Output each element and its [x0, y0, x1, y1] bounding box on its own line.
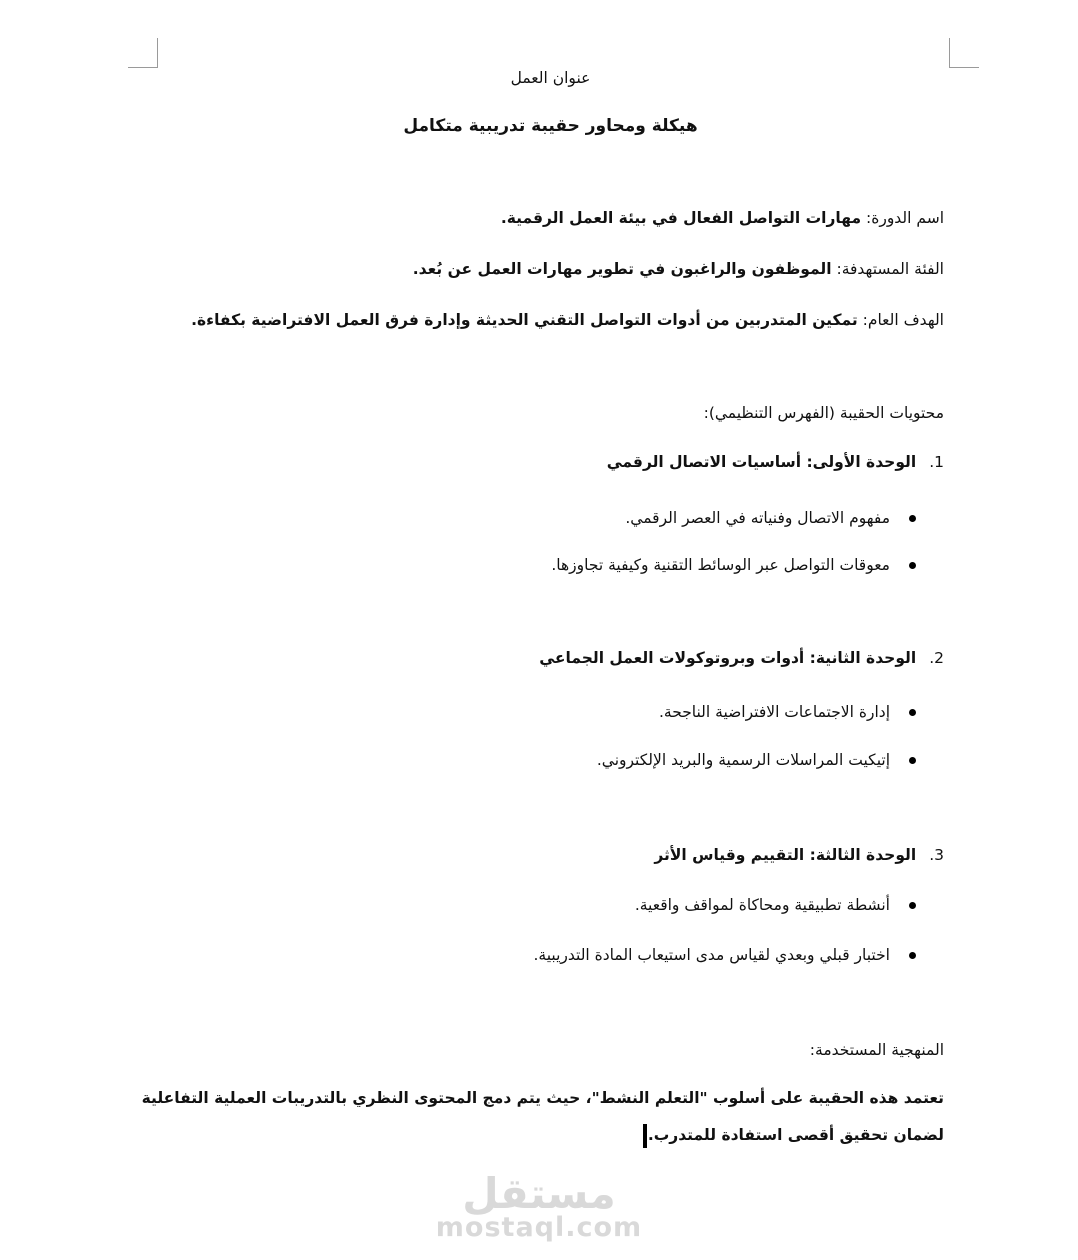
general-goal-line[interactable]	[157, 306, 944, 334]
text-cursor-caret	[643, 1124, 647, 1148]
list-item[interactable]	[129, 551, 944, 579]
list-item[interactable]	[129, 891, 944, 919]
methodology-paragraph-line-1[interactable]: تعتمد هذه الحقيبة على أسلوب "التعلم النشط"، حيث يتم دمج المحتوى النظري بالتدريبات العملية التفاعلية	[141, 1089, 944, 1107]
text-boundary-mark-top-right	[949, 38, 979, 68]
unit-3-heading[interactable]	[157, 841, 944, 869]
contents-heading[interactable]: محتويات الحقيبة (الفهرس التنظيمي):	[703, 404, 944, 422]
unit-2-heading[interactable]	[157, 644, 944, 672]
unit-2-bullet-2: إتيكيت المراسلات الرسمية والبريد الإلكتروني.	[596, 751, 890, 769]
bullet-icon	[909, 952, 916, 959]
unit-1-number: 1.	[929, 453, 944, 471]
list-item[interactable]	[129, 504, 944, 532]
unit-1-bullet-2: معوقات التواصل عبر الوسائط التقنية وكيفية تجاوزها.	[551, 556, 890, 574]
target-audience-value: الموظفون والراغبون في تطوير مهارات العمل عن بُعد.	[412, 260, 832, 278]
bullet-icon	[909, 562, 916, 569]
unit-1-bullet-1: مفهوم الاتصال وفنياته في العصر الرقمي.	[625, 509, 890, 527]
work-title-label[interactable]: عنوان العمل	[510, 69, 591, 87]
methodology-line-2-text: لضمان تحقيق أقصى استفادة للمتدرب.	[647, 1126, 944, 1144]
unit-1-heading[interactable]	[157, 448, 944, 476]
mostaql-watermark-domain: mostaql.com	[435, 1212, 643, 1243]
course-name-label: اسم الدورة:	[865, 209, 944, 227]
methodology-heading[interactable]: المنهجية المستخدمة:	[809, 1041, 944, 1059]
unit-1-title: الوحدة الأولى: أساسيات الاتصال الرقمي	[606, 453, 917, 471]
course-name-value: مهارات التواصل الفعال في بيئة العمل الرقمية.	[500, 209, 862, 227]
unit-3-bullet-2: اختبار قبلي وبعدي لقياس مدى استيعاب المادة التدريبية.	[533, 946, 890, 964]
target-audience-label: الفئة المستهدفة:	[836, 260, 944, 278]
general-goal-value: تمكين المتدربين من أدوات التواصل التقني الحديثة وإدارة فرق العمل الافتراضية بكفاءة.	[191, 311, 858, 329]
bullet-icon	[909, 709, 916, 716]
general-goal-label: الهدف العام:	[862, 311, 944, 329]
list-item[interactable]	[129, 698, 944, 726]
text-boundary-mark-top-left	[128, 38, 158, 68]
list-item[interactable]	[129, 746, 944, 774]
methodology-paragraph-line-2[interactable]	[157, 1117, 944, 1154]
list-item[interactable]	[129, 941, 944, 969]
mostaql-watermark-logo: مستقل	[462, 1169, 616, 1218]
bullet-icon	[909, 902, 916, 909]
unit-3-number: 3.	[929, 846, 944, 864]
course-name-line[interactable]	[157, 204, 944, 232]
unit-2-bullet-1: إدارة الاجتماعات الافتراضية الناجحة.	[658, 703, 890, 721]
unit-3-bullet-1: أنشطة تطبيقية ومحاكاة لمواقف واقعية.	[634, 896, 890, 914]
unit-2-number: 2.	[929, 649, 944, 667]
unit-3-title: الوحدة الثالثة: التقييم وقياس الأثر	[654, 846, 917, 864]
bullet-icon	[909, 515, 916, 522]
bullet-icon	[909, 757, 916, 764]
page-title[interactable]: هيكلة ومحاور حقيبة تدريبية متكامل	[403, 116, 698, 136]
target-audience-line[interactable]	[157, 255, 944, 283]
unit-2-title: الوحدة الثانية: أدوات وبروتوكولات العمل الجماعي	[539, 649, 917, 667]
